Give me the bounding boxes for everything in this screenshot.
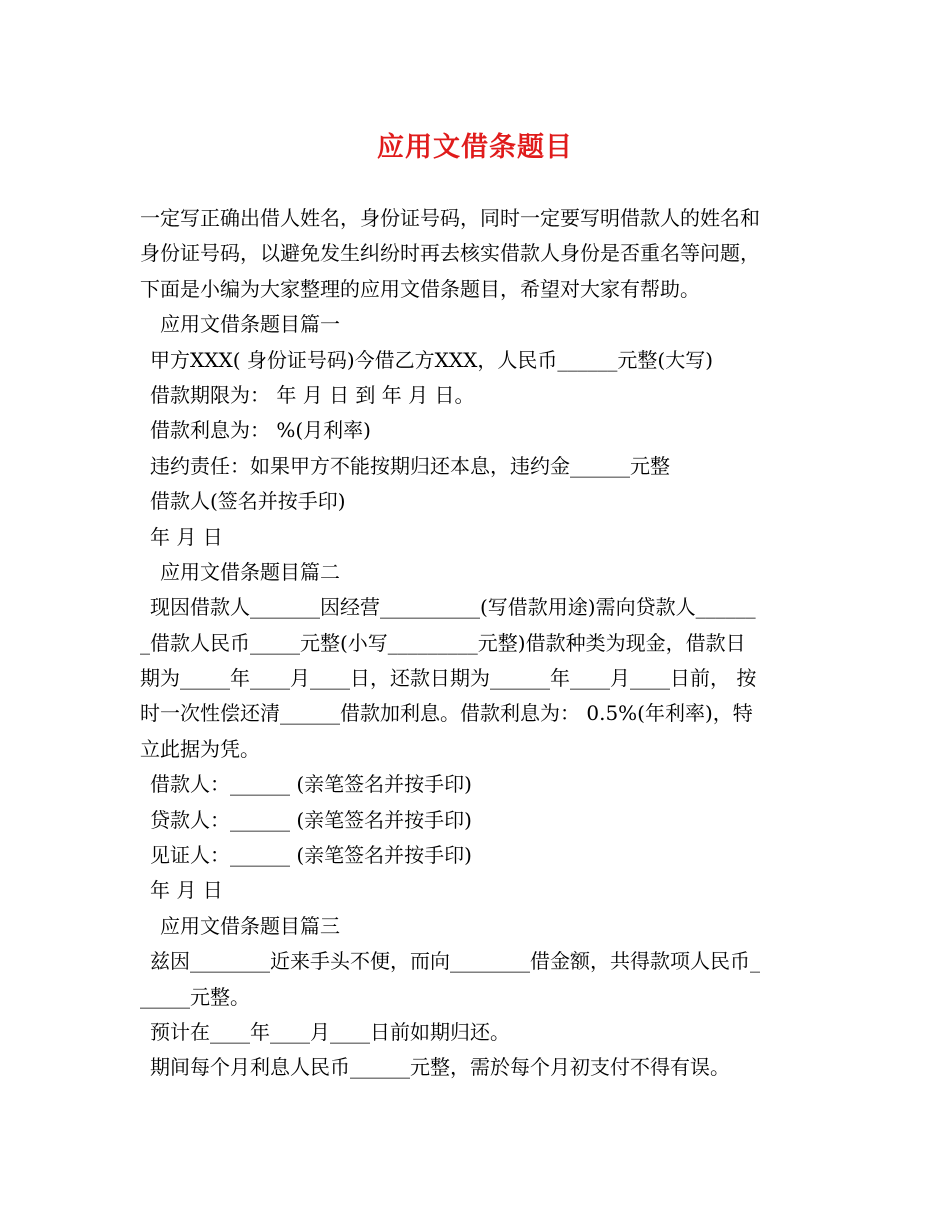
text-line: _____元整。 bbox=[140, 984, 250, 1009]
text-line: 兹因________近来手头不便，而向________借金额，共得款项人民币_ bbox=[150, 949, 760, 974]
text-line: 现因借款人_______因经营__________(写借款用途)需向贷款人______ bbox=[150, 595, 756, 620]
text-line: 借款期限为： 年 月 日 到 年 月 日。 bbox=[150, 382, 475, 407]
text-line: 期间每个月利息人民币______元整，需於每个月初支付不得有误。 bbox=[150, 1055, 730, 1080]
section-heading: 应用文借条题目篇三 bbox=[160, 913, 340, 938]
text-line: 预计在____年____月____日前如期归还。 bbox=[150, 1019, 510, 1044]
text-line: 身份证号码，以避免发生纠纷时再去核实借款人身份是否重名等问题， bbox=[140, 241, 760, 266]
text-line: 借款人(签名并按手印) bbox=[150, 489, 346, 514]
text-line: 下面是小编为大家整理的应用文借条题目，希望对大家有帮助。 bbox=[140, 276, 700, 301]
text-line: 时一次性偿还清______借款加利息。借款利息为： 0.5%(年利率)，特 bbox=[140, 701, 753, 726]
text-line: 违约责任：如果甲方不能按期归还本息，违约金______元整 bbox=[150, 453, 670, 478]
text-line: _借款人民币_____元整(小写_________元整)借款种类为现金，借款日 bbox=[140, 630, 746, 655]
text-line: 立此据为凭。 bbox=[140, 736, 260, 761]
text-line: 一定写正确出借人姓名，身份证号码，同时一定要写明借款人的姓名和 bbox=[140, 206, 760, 230]
document-title: 应用文借条题目 bbox=[377, 132, 573, 163]
text-line: 借款人：______ (亲笔签名并按手印) bbox=[150, 772, 472, 797]
text-line: 借款利息为： %(月利率) bbox=[150, 418, 371, 443]
document-body bbox=[140, 201, 815, 1086]
text-line: 年 月 日 bbox=[150, 524, 223, 549]
text-line: 年 月 日 bbox=[150, 878, 223, 903]
section-heading: 应用文借条题目篇一 bbox=[160, 312, 340, 337]
text-line: 贷款人：______ (亲笔签名并按手印) bbox=[150, 807, 472, 832]
text-line: 期为_____年____月____日，还款日期为______年____月____日前， 按 bbox=[140, 666, 757, 691]
section-heading: 应用文借条题目篇二 bbox=[160, 559, 340, 584]
text-line: 见证人：______ (亲笔签名并按手印) bbox=[150, 843, 472, 868]
text-line: 甲方XXX( 身份证号码)今借乙方XXX，人民币______元整(大写) bbox=[150, 347, 713, 372]
